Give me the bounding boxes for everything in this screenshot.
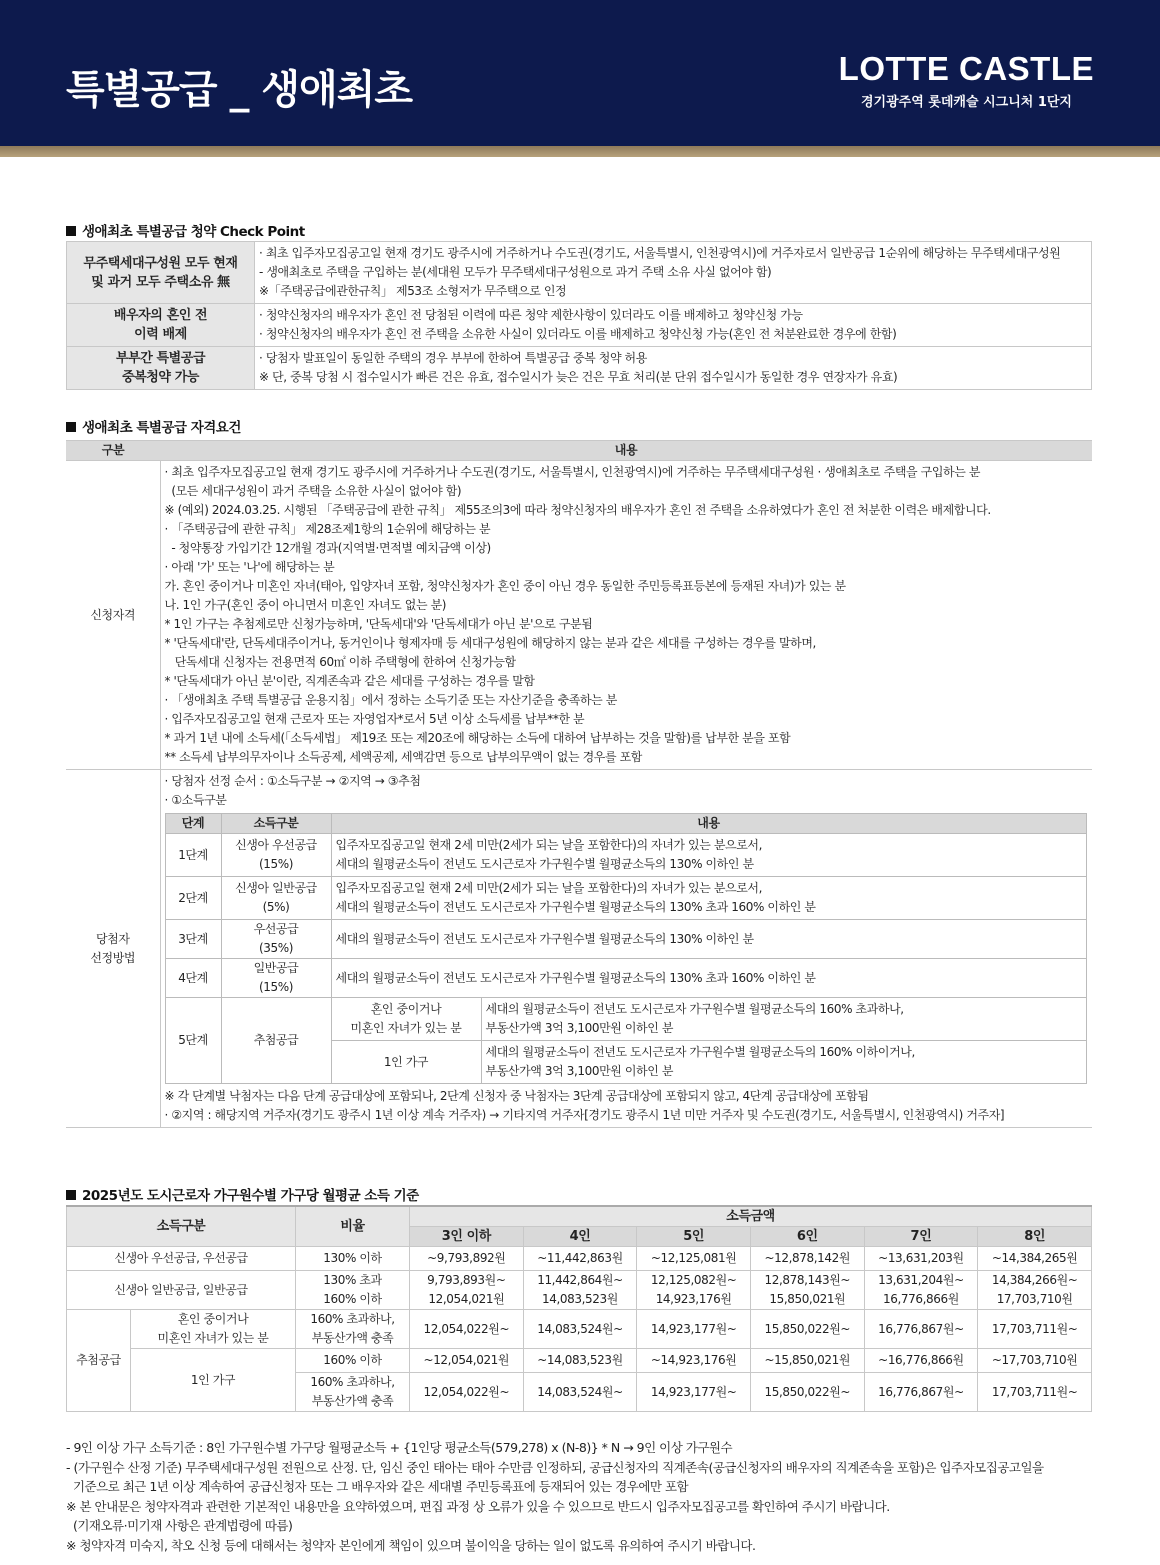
- stage-row: 4단계 일반공급 (15%) 세대의 월평균소득이 전년도 도시근로자 가구원수별 월평균소득의 130% 초과 160% 이하인 분: [165, 959, 1086, 998]
- table-row: 추첨공급 혼인 중이거나 미혼인 자녀가 있는 분 160% 초과하나, 부동산가액 충족 12,054,022원~ 14,083,524원~ 14,923,177원~ 15,850,022원~ 16,776,867원~ 17,703,711원~: [67, 1310, 1092, 1349]
- stage-table: [165, 813, 1087, 1084]
- col-header-persons: 6인: [750, 1227, 864, 1247]
- col-header-persons: 5인: [637, 1227, 751, 1247]
- col-header-category: 구분: [66, 441, 160, 461]
- stage-row: 1인 가구 세대의 월평균소득이 전년도 도시근로자 가구원수별 월평균소득의 160% 이하이거나, 부동산가액 3억 3,100만원 이하인 분: [165, 1041, 1086, 1084]
- note-line: ※ 청약자격 미숙지, 착오 신청 등에 대해서는 청약자 본인에게 책임이 있으며 불이익을 당하는 일이 없도록 유의하여 주시기 바랍니다.: [66, 1537, 756, 1553]
- col-header-content: 내용: [160, 441, 1092, 461]
- row-label: 부부간 특별공급 중복청약 가능: [67, 347, 255, 390]
- row-content: · 최초 입주자모집공고일 현재 경기도 광주시에 거주하거나 수도권(경기도, 서울특별시, 인천광역시)에 거주자로서 일반공급 1순위에 해당하는 무주택세대구성원 - 생애최초로 주택을 구입하는 분(세대원 모두가 무주택세대구성원으로 과거 주택 소유 사실 없어야 함) ※「주택공급에관한규칙」 제53조 소형저가 무주택으로 인정: [255, 242, 1092, 304]
- page-title: 특별공급 _ 생애최초: [66, 67, 412, 113]
- stage-col-step: 단계: [165, 814, 221, 834]
- table-row: [66, 461, 1092, 770]
- select-label: 당첨자 선정방법: [66, 770, 160, 1128]
- col-header-amount: 소득금액: [410, 1206, 1092, 1227]
- col-header-persons: 4인: [523, 1227, 637, 1247]
- stage-row: 3단계 우선공급 (35%) 세대의 월평균소득이 전년도 도시근로자 가구원수별 월평균소득의 130% 이하인 분: [165, 920, 1086, 959]
- table-row: 신생아 우선공급, 우선공급 130% 이하 ~9,793,892원 ~11,442,863원 ~12,125,081원 ~12,878,142원 ~13,631,203원 ~14,384,265원: [67, 1247, 1092, 1271]
- row-content: · 당첨자 발표일이 동일한 주택의 경우 부부에 한하여 특별공급 중복 청약 허용 ※ 단, 중복 당첨 시 접수일시가 빠른 건은 유효, 접수일시가 늦은 건은 무효 처리(분 단위 접수일시가 동일한 경우 연장자가 유효): [255, 347, 1092, 390]
- section-heading-check: 생애최초 특별공급 청약 Check Point: [66, 220, 305, 240]
- col-header-persons: 3인 이하: [410, 1227, 524, 1247]
- note-line: 기준으로 최근 1년 이상 계속하여 공급신청자 또는 그 배우자와 같은 세대별 주민등록표에 등재되어 있는 경우에만 포함: [66, 1479, 689, 1494]
- brand-logo: LOTTE CASTLE: [838, 50, 1094, 87]
- row-label: 무주택세대구성원 모두 현재 및 과거 모두 주택소유 無: [67, 242, 255, 304]
- stage-row: 2단계 신생아 일반공급 (5%) 입주자모집공고일 현재 2세 미만(2세가 되는 날을 포함한다)의 자녀가 있는 분으로서, 세대의 월평균소득이 전년도 도시근로자 가구원수별 월평균소득의 130% 초과 160% 이하인 분: [165, 877, 1086, 920]
- row-content: · 청약신청자의 배우자가 혼인 전 당첨된 이력에 따른 청약 제한사항이 있더라도 이를 배제하고 청약신청 가능 · 청약신청자의 배우자가 혼인 전 주택을 소유한 사실이 있더라도 이를 배제하고 청약신청 가능(혼인 전 처분완료한 경우에 한함): [255, 304, 1092, 347]
- stage-row: 5단계 추첨공급 혼인 중이거나 미혼인 자녀가 있는 분 세대의 월평균소득이 전년도 도시근로자 가구원수별 월평균소득의 160% 초과하나, 부동산가액 3억 3,100만원 이하인 분: [165, 998, 1086, 1041]
- col-header-persons: 7인: [864, 1227, 978, 1247]
- note-line: (기재오류·미기재 사항은 관계법령에 따름): [66, 1518, 293, 1533]
- brand-subtitle: 경기광주역 롯데캐슬 시그니처 1단지: [861, 95, 1072, 110]
- apply-content: · 최초 입주자모집공고일 현재 경기도 광주시에 거주하거나 수도권(경기도, 서울특별시, 인천광역시)에 거주하는 무주택세대구성원 · 생애최초로 주택을 구입하는 분 (모든 세대구성원이 과거 주택을 소유한 사실이 없어야 함) ※ (예외) 2024.03.25. 시행된 「주택공급에 관한 규칙」 제55조의3에 따라 청약신청자의 배우자가 혼인 전 주택을 소유하였다가 혼인 전 처분한 이력은 배제합니다. · 「주택공급에 관한 규칙」 제28조제1항의 1순위에 해당하는 분 - 청약통장 가입기간 12개월 경과(지역별·면적별 예치금액 이상) · 아래 '가' 또는 '나'에 해당하는 분 가. 혼인 중이거나 미혼인 자녀(태아, 입양자녀 포함, 청약신청자가 혼인 중이 아닌 경우 동일한 주민등록표등본에 등재된 자녀)가 있는 분 나. 1인 가구(혼인 중이 아니면서 미혼인 자녀도 없는 분) * 1인 가구는 추첨제로만 신청가능하며, '단독세대'와 '단독세대가 아닌 분'으로 구분됨 * '단독세대'란, 단독세대주이거나, 동거인이나 형제자매 등 세대구성원에 해당하지 않는 분과 같은 세대를 구성하는 경우를 말하며, 단독세대 신청자는 전용면적 60㎡ 이하 주택형에 한하여 신청가능함 * '단독세대가 아닌 분'이란, 직계존속과 같은 세대를 구성하는 경우를 말함 · 「생애최초 주택 특별공급 운용지침」에서 정하는 소득기준 또는 자산기준을 충족하는 분 · 입주자모집공고일 현재 근로자 또는 자영업자*로서 5년 이상 소득세를 납부**한 분 * 과거 1년 내에 소득세(「소득세법」 제19조 또는 제20조에 해당하는 소득에 대하여 납부하는 것을 말함)를 납부한 분을 포함 ** 소득세 납부의무자이나 소득공제, 세액공제, 세액감면 등으로 납부의무액이 없는 경우를 포함: [160, 461, 1092, 770]
- note-line: - 9인 이상 가구 소득기준 : 8인 가구원수별 가구당 월평균소득 + {1인당 평균소득(579,278) x (N-8)} * N → 9인 이상 가구원수: [66, 1440, 733, 1455]
- apply-label: 신청자격: [66, 461, 160, 770]
- stage-col-kind: 소득구분: [221, 814, 331, 834]
- col-header-ratio: 비율: [296, 1206, 410, 1247]
- section-heading-income: 2025년도 도시근로자 가구원수별 가구당 월평균 소득 기준: [66, 1184, 419, 1204]
- row-label: 배우자의 혼인 전 이력 배제: [67, 304, 255, 347]
- select-content: · 당첨자 선정 순서 : ①소득구분 → ②지역 → ③추첨 · ①소득구분 단계 소득구분 내용 1단계 신생아 우선공급 (15%) 입주자모집공고일 현재 2세 미만(2세가 되는 날을 포함한다)의 자녀가 있는 분으로서, 세대의 월평균소득이 전년도 도시근로자 가구원수별 월평균소득의 130% 이하인 분 2단계 신생아 일반공급 (5%) 입주자모집공고일 현재 2세 미만(2세가 되는 날을 포함한다)의 자녀가 있는 분으로서, 세대의 월평균소득이 전년도 도시근로자 가구원수별 월평균소득의 130% 초과 160% 이하인 분 3단계 우선공급 (35%) 세대의 월평균소득이 전년도 도시근로자 가구원수별 월평균소득의 130% 이하인 분 4단계 일반공급 (15%) 세대의 월평균소득이 전년도 도시근로자 가구원수별 월평균소득의 130% 초과 160% 이하인 분 5단계 추첨공급 혼인 중이거나 미혼인 자녀가 있는 분 세대의 월평균소득이 전년도 도시근로자 가구원수별 월평균소득의 160% 초과하나, 부동산가액 3억 3,100만원 이하인 분 1인 가구 세대의 월평균소득이 전년도 도시근로자 가구원수별 월평균소득의 160% 이하이거나, 부동산가액 3억 3,100만원 이하인 분 ※ 각 단계별 낙첨자는 다음 단계 공급대상에 포함되나, 2단계 신청자 중 낙첨자는 3단계 공급대상에 포함되지 않고, 4단계 공급대상에 포함됨 · ②지역 : 해당지역 거주자(경기도 광주시 1년 이상 계속 거주자) → 기타지역 거주자[경기도 광주시 1년 미만 거주자 및 수도권(경기도, 서울특별시, 인천광역시) 거주자]: [160, 770, 1092, 1128]
- section-heading-qual: 생애최초 특별공급 자격요건: [66, 416, 241, 436]
- note-line: - (가구원수 산정 기준) 무주택세대구성원 전원으로 산정. 단, 임신 중인 태아는 태아 수만큼 인정하되, 공급신청자의 직계존속(공급신청자의 배우자의 직계존속을 포함)은 입주자모집공고일을: [66, 1459, 1044, 1475]
- table-row: 신생아 일반공급, 일반공급 130% 초과 160% 이하 9,793,893원~ 12,054,021원 11,442,864원~ 14,083,523원 12,125,082원~ 14,923,176원 12,878,143원~ 15,850,021원 13,631,204원~ 16,776,866원 14,384,266원~ 17,703,710원: [67, 1271, 1092, 1310]
- col-header-persons: 8인: [978, 1227, 1092, 1247]
- table-row: 1인 가구 160% 이하 ~12,054,021원 ~14,083,523원 ~14,923,176원 ~15,850,021원 ~16,776,866원 ~17,703,710원: [67, 1349, 1092, 1373]
- table-row: [67, 242, 1092, 304]
- footer-notes: [66, 1438, 1106, 1555]
- stage-row: 1단계 신생아 우선공급 (15%) 입주자모집공고일 현재 2세 미만(2세가 되는 날을 포함한다)의 자녀가 있는 분으로서, 세대의 월평균소득이 전년도 도시근로자 가구원수별 월평균소득의 130% 이하인 분: [165, 834, 1086, 877]
- table-row: 160% 초과하나, 부동산가액 충족 12,054,022원~ 14,083,524원~ 14,923,177원~ 15,850,022원~ 16,776,867원~ 17,703,711원~: [67, 1373, 1092, 1412]
- col-header-kind: 소득구분: [67, 1206, 296, 1247]
- table-row: [67, 304, 1092, 347]
- check-point-table: [66, 241, 1092, 390]
- gold-stripe: [0, 146, 1160, 157]
- note-line: ※ 본 안내문은 청약자격과 관련한 기본적인 내용만을 요약하였으며, 편집 과정 상 오류가 있을 수 있으므로 반드시 입주자모집공고를 확인하여 주시기 바랍니다.: [66, 1498, 890, 1514]
- income-table: [66, 1205, 1092, 1412]
- qualification-table: [66, 440, 1092, 1128]
- stage-col-content: 내용: [331, 814, 1086, 834]
- table-row: [67, 347, 1092, 390]
- select-note: ※ 각 단계별 낙첨자는 다음 단계 공급대상에 포함되나, 2단계 신청자 중 낙첨자는 3단계 공급대상에 포함되지 않고, 4단계 공급대상에 포함됨: [164, 1089, 869, 1103]
- header-banner: [0, 0, 1160, 157]
- table-row: [66, 770, 1092, 1128]
- lottery-label: 추첨공급: [67, 1310, 131, 1412]
- select-note: · ②지역 : 해당지역 거주자(경기도 광주시 1년 이상 계속 거주자) → 기타지역 거주자[경기도 광주시 1년 미만 거주자 및 수도권(경기도, 서울특별시, 인천광역시) 거주자]: [164, 1108, 1005, 1122]
